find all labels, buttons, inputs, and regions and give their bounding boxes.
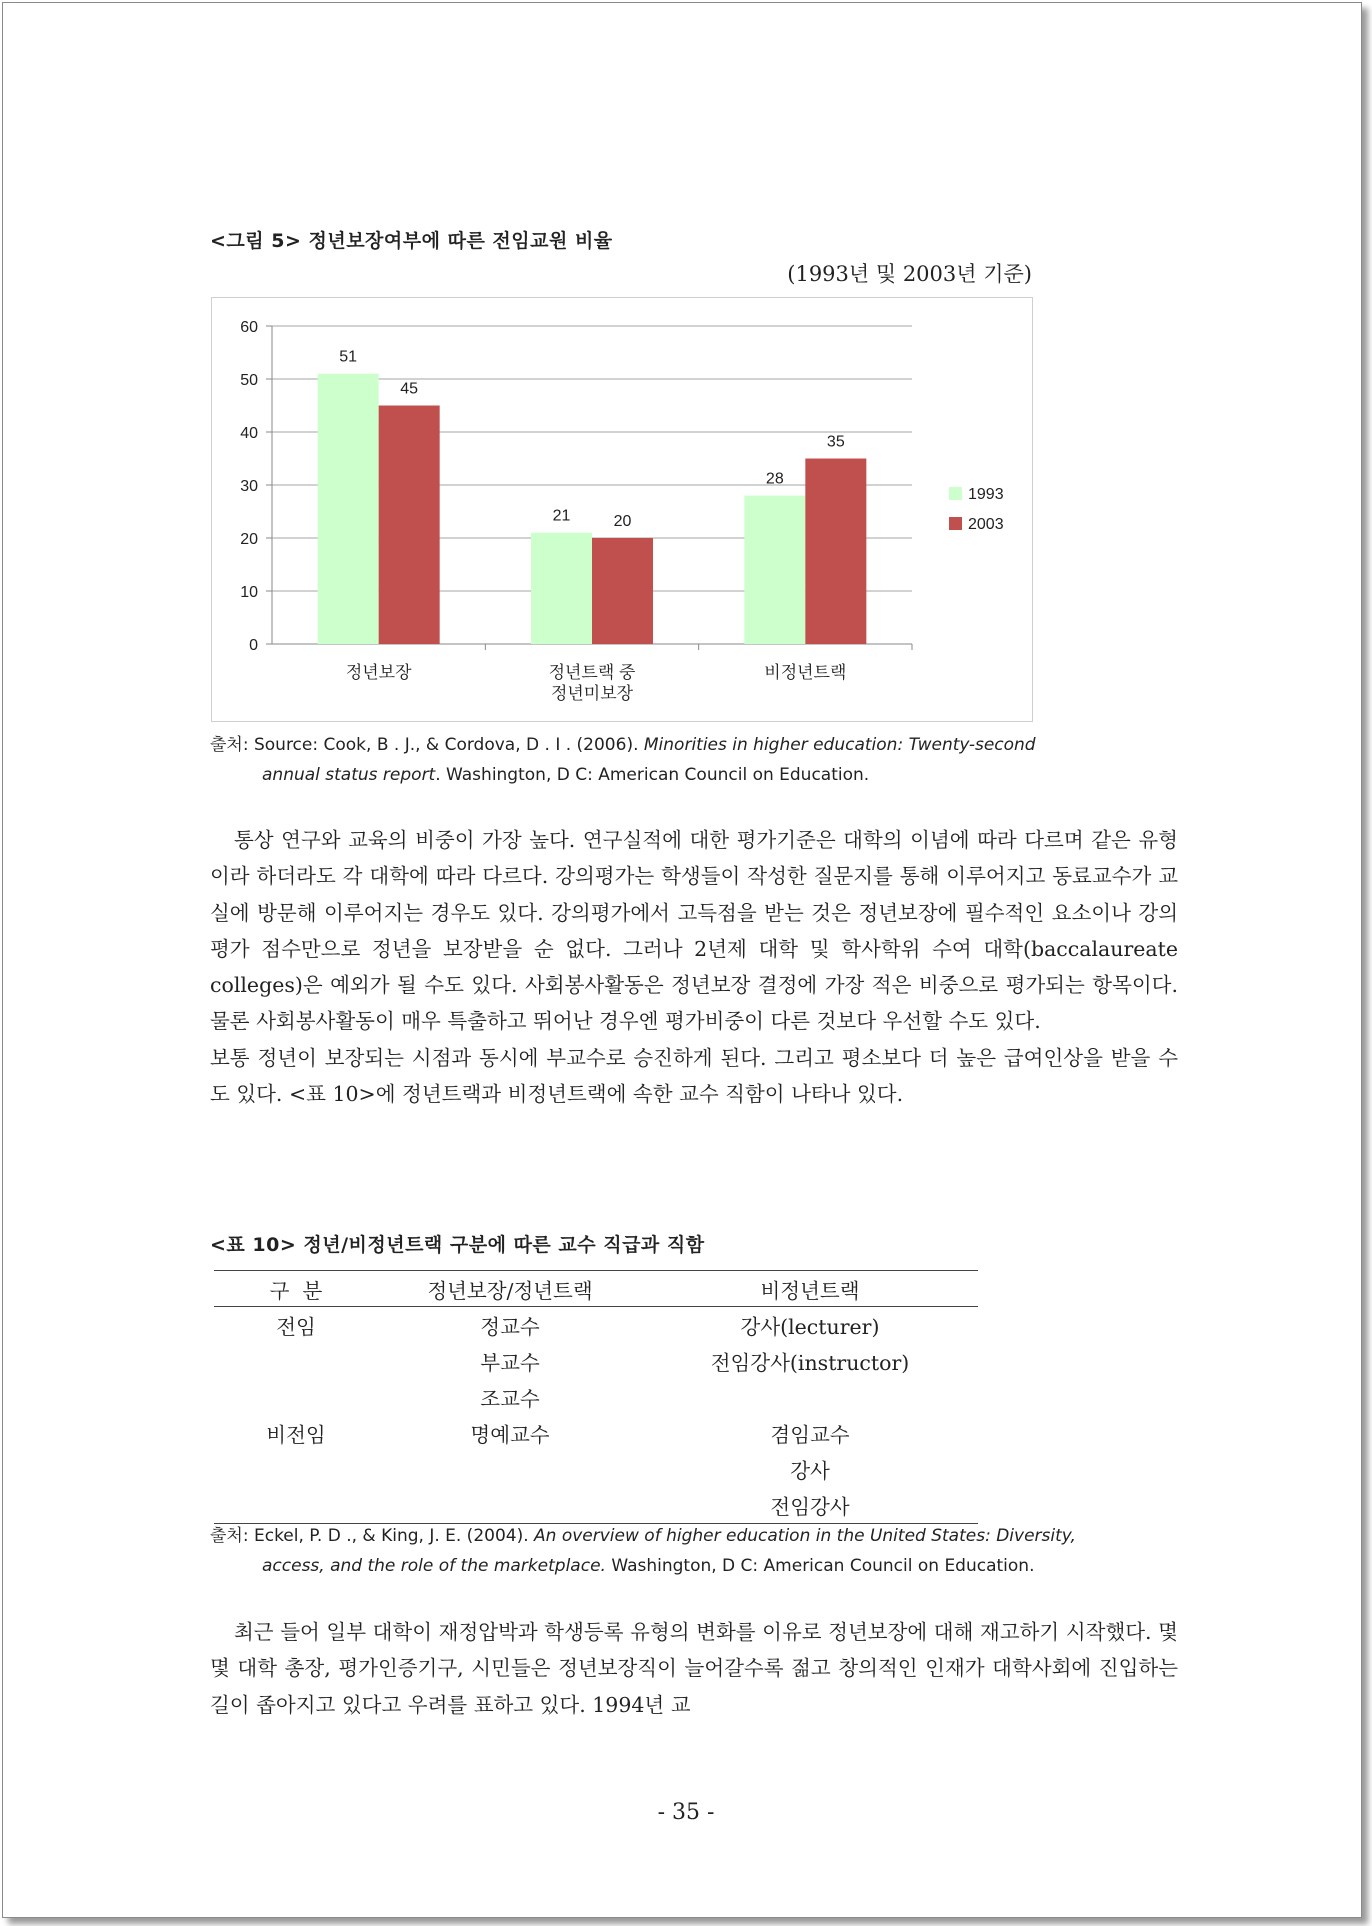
table-row	[214, 1451, 978, 1487]
legend-swatch	[949, 517, 962, 530]
body-paragraph-2	[210, 1614, 1178, 1723]
table-cell	[214, 1487, 378, 1524]
bar	[592, 538, 653, 644]
y-tick-label: 50	[240, 372, 258, 389]
table-cell: 겸임교수	[770, 1423, 850, 1447]
x-tick-label: 정년미보장	[550, 684, 634, 703]
table-cell: 전임강사(instructor)	[710, 1351, 910, 1375]
y-tick-label: 20	[240, 531, 258, 548]
figure-caption: <그림 5> 정년보장여부에 따른 전임교원 비율	[210, 230, 613, 252]
data-label: 21	[552, 507, 571, 525]
table-header-cell: 비정년트랙	[642, 1271, 978, 1307]
bar	[318, 374, 379, 644]
table-source	[210, 1521, 1076, 1581]
y-tick-label: 10	[240, 584, 258, 601]
table-source-rest: Washington, D C: American Council on Education.	[605, 1556, 1035, 1576]
figure-source	[210, 730, 1036, 790]
table-source-title: An overview of higher education in the United States: Diversity,	[534, 1526, 1076, 1546]
table-cell	[378, 1451, 642, 1487]
body-text: 보통 정년이 보장되는 시점과 동시에 부교수로 승진하게 된다. 그리고 평소보다 더 높은 급여인상을 받을 수도 있다. <표 10>에 정년트랙과 비정년트랙에 속한 교수 직함이 나타나 있다.	[210, 1045, 1178, 1107]
table-cell: 조교수	[480, 1387, 540, 1411]
figure-source-prefix: 출처: Source: Cook, B . J., & Cordova, D . I . (2006).	[210, 735, 644, 755]
table-caption: <표 10> 정년/비정년트랙 구분에 따른 교수 직급과 직함	[210, 1234, 705, 1256]
x-tick-label: 비정년트랙	[764, 663, 847, 682]
table-row	[214, 1307, 978, 1344]
table-row	[214, 1343, 978, 1379]
rank-title-table	[214, 1270, 978, 1524]
y-tick-label: 30	[240, 478, 258, 495]
y-tick-label: 0	[249, 637, 258, 654]
figure-source-title-2: annual status report	[262, 765, 436, 785]
bar-chart	[211, 297, 1033, 722]
y-tick-label: 40	[240, 425, 258, 442]
table-header-cell: 구 분	[214, 1271, 378, 1307]
bar	[531, 533, 592, 644]
data-label: 45	[400, 380, 419, 398]
table-cell	[378, 1487, 642, 1524]
table-header-row	[214, 1271, 978, 1307]
table-source-prefix: 출처: Eckel, P. D ., & King, J. E. (2004).	[210, 1526, 535, 1546]
body-text: 최근 들어 일부 대학이 재정압박과 학생등록 유형의 변화를 이유로 정년보장에 대해 재고하기 시작했다. 몇몇 대학 총장, 평가인증기구, 시민들은 정년보장직이 늘어갈수록 젊고 창의적인 인재가 대학사회에 진입하는 길이 좁아지고 있다고 우려를 표하고 있다. 1994년 교	[210, 1620, 1178, 1717]
figure-subcaption: (1993년 및 2003년 기준)	[787, 262, 1032, 286]
table-row	[214, 1379, 978, 1415]
x-tick-label: 정년트랙 중	[548, 663, 636, 682]
x-tick-label: 정년보장	[345, 663, 412, 682]
body-paragraph-1	[210, 822, 1178, 1112]
table-cell: 강사(lecturer)	[740, 1315, 880, 1339]
page-number: - 35 -	[657, 1800, 715, 1825]
data-label: 35	[826, 433, 845, 451]
table-cell	[214, 1451, 378, 1487]
figure-source-title: Minorities in higher education: Twenty-second	[643, 735, 1036, 755]
table-cell: 강사	[790, 1459, 830, 1483]
body-text: 통상 연구와 교육의 비중이 가장 높다. 연구실적에 대한 평가기준은 대학의 이념에 따라 다르며 같은 유형이라 하더라도 각 대학에 따라 다르다. 강의평가는 학생들이 작성한 질문지를 통해 이루어지고 동료교수가 교실에 방문해 이루어지는 경우도 있다. 강의평가에서 고득점을 받는 것은 정년보장에 필수적인 요소이나 강의평가 점수만으로 정년을 보장받을 순 없다. 그러나 2년제 대학 및 학사학위 수여 대학(baccalaureate colleges)은 예외가 될 수도 있다. 사회봉사활동은 정년보장 결정에 가장 적은 비중으로 평가되는 항목이다. 물론 사회봉사활동이 매우 특출하고 뛰어난 경우엔 평가비중이 다른 것보다 우선할 수도 있다.	[210, 828, 1178, 1034]
table-cell	[642, 1379, 978, 1415]
data-label: 20	[613, 513, 632, 530]
table-header-cell: 정년보장/정년트랙	[378, 1271, 642, 1307]
y-tick-label: 60	[240, 319, 258, 336]
table-cell: 명예교수	[470, 1423, 550, 1447]
figure-source-rest: . Washington, D C: American Council on Education.	[435, 765, 870, 785]
legend-label: 2003	[968, 516, 1004, 533]
legend-swatch	[949, 487, 962, 500]
table-cell	[214, 1379, 378, 1415]
legend-label: 1993	[968, 486, 1004, 503]
table-cell: 전임	[276, 1315, 316, 1339]
table-cell: 부교수	[480, 1351, 540, 1375]
table-cell: 정교수	[480, 1315, 540, 1339]
chart-canvas	[212, 298, 1032, 721]
table-cell: 전임강사	[642, 1487, 978, 1524]
table-row	[214, 1487, 978, 1524]
bar	[379, 406, 440, 645]
table-row	[214, 1415, 978, 1451]
table-source-title-2: access, and the role of the marketplace.	[262, 1556, 606, 1576]
table-cell: 비전임	[266, 1423, 326, 1447]
data-label: 51	[339, 348, 358, 366]
bar	[744, 496, 805, 644]
table-cell	[214, 1343, 378, 1379]
data-label: 28	[765, 470, 784, 488]
bar	[805, 459, 866, 645]
